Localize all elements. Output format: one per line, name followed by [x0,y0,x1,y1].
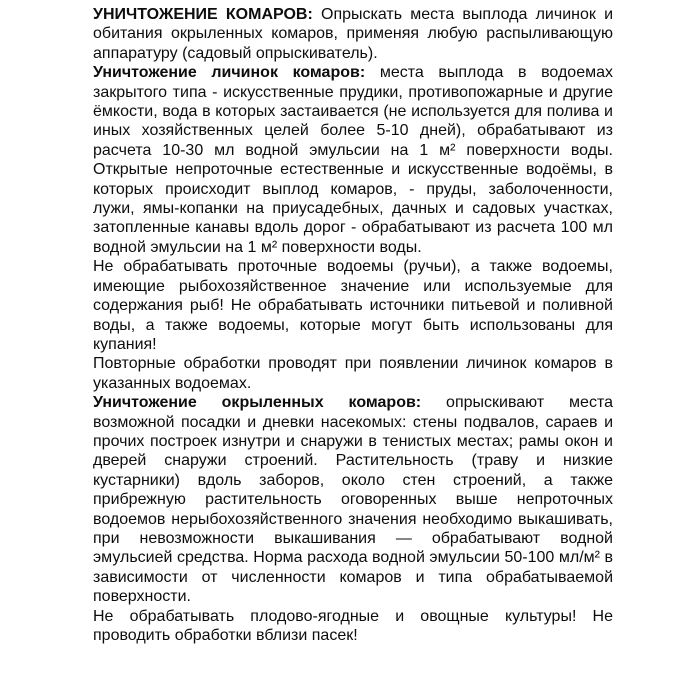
paragraph-water-warning [93,257,613,354]
paragraph-winged-mosquito-extermination [93,393,613,606]
paragraph-lead: УНИЧТОЖЕНИЕ КОМАРОВ: [93,6,313,23]
paragraph-body: Опрыскать места выплода личинок и обитания окрыленных комаров, применяя любую распыливающую аппаратуру (садовый опрыскиватель). [93,6,614,62]
paragraph-body: места выплода в водоемах закрытого типа - искусственные прудики, противопожарные и другие ёмкости, вода в которых застаивается (не используется для полива и иных хозяйственных целей более 5-10 дней), обрабатывают из расчета 10-30 мл водной эмульсии на 1 м² поверхности воды. Открытые непроточные естественные и искусственные водоёмы, в которых происходит выплод комаров, - пруды, заболоченности, лужи, ямы-копанки на приусадебных, дачных и садовых участках, затопленные канавы вдоль дорог - обрабатывают из расчета 100 мл водной эмульсии на 1 м² поверхности воды. [93,64,614,256]
paragraph-mosquito-extermination [93,5,613,63]
paragraph-lead: Уничтожение окрыленных комаров: [93,394,422,412]
paragraph-body: Повторные обработки проводят при появлении личинок комаров в указанных водоемах. [93,355,613,392]
paragraph-repeat-treatments [93,354,613,393]
paragraph-lead: Уничтожение личинок комаров: [93,64,366,82]
instructions-text-block [93,5,613,645]
paragraph-crops-warning [93,607,613,646]
paragraph-body: Не обрабатывать плодово-ягодные и овощные культуры! Не проводить обработки вблизи пасек! [93,607,613,644]
paragraph-body: Не обрабатывать проточные водоемы (ручьи), а также водоемы, имеющие рыбохозяйственное значение или используемые для содержания рыб! Не обрабатывать источники питьевой и поливной воды, а также водоемы, которые могут быть использованы для купания! [93,258,613,353]
paragraph-larvae-extermination [93,63,613,257]
paragraph-body: опрыскивают места возможной посадки и дневки насекомых: стены подвалов, сараев и прочих построек изнутри и снаружи в тенистых местах; рамы окон и дверей снаружи строений. Растительность (траву и низкие кустарники) вдоль заборов, около стен строений, а также прибрежную растительность оговоренных выше непроточных водоемов нерыбохозяйственного значения необходимо выкашивать, при невозможности выкашивания — обрабатывают водной эмульсией средства. Норма расхода водной эмульсии 50-100 мл/м² в зависимости от численности комаров и типа обрабатываемой поверхности. [93,394,613,606]
